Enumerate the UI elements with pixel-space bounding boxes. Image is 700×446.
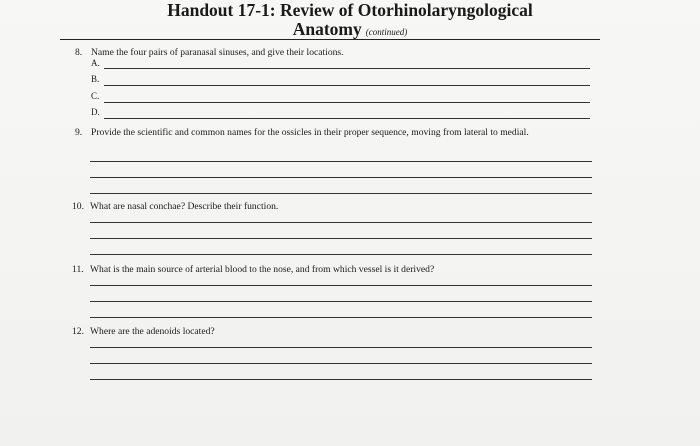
answer-line-11-2[interactable] [90, 301, 592, 302]
answer-line-11-1[interactable] [90, 285, 592, 286]
title-line-2: Anatomy [292, 19, 362, 39]
subitem-d: D. [91, 107, 100, 117]
answer-line-10-1[interactable] [90, 222, 592, 223]
question-11 [72, 264, 592, 278]
subitem-c: C. [91, 91, 100, 101]
question-number: 9. [75, 127, 83, 138]
question-9 [75, 127, 595, 153]
question-10 [72, 201, 592, 215]
answer-line-8a[interactable] [104, 68, 590, 69]
answer-line-11-3[interactable] [90, 317, 592, 318]
answer-line-8b[interactable] [104, 85, 590, 86]
question-number: 12. [72, 326, 84, 337]
question-text: Provide the scientific and common names for the ossicles in their proper sequence, moving from lateral to medial. [91, 127, 529, 138]
answer-line-10-2[interactable] [90, 238, 592, 239]
question-number: 8. [75, 47, 83, 58]
answer-line-8d[interactable] [104, 118, 590, 119]
answer-line-9-1[interactable] [90, 161, 592, 162]
question-text: What are nasal conchae? Describe their function. [90, 201, 279, 212]
question-number: 11. [72, 264, 84, 275]
subitem-b: B. [91, 74, 100, 84]
answer-line-12-3[interactable] [90, 379, 592, 380]
question-12 [72, 326, 592, 340]
question-8 [75, 47, 595, 61]
question-number: 10. [72, 201, 84, 212]
question-text: Name the four pairs of paranasal sinuses, and give their locations. [91, 47, 344, 58]
header-rule [60, 39, 600, 40]
answer-line-12-2[interactable] [90, 363, 592, 364]
answer-line-9-3[interactable] [90, 193, 592, 194]
title-line-1: Handout 17-1: Review of Otorhinolaryngological [167, 0, 533, 20]
handout-title [0, 0, 700, 20]
answer-line-9-2[interactable] [90, 177, 592, 178]
answer-line-8c[interactable] [104, 102, 590, 103]
subitem-a: A. [91, 58, 100, 68]
question-text: What is the main source of arterial blood to the nose, and from which vessel is it derived? [90, 264, 435, 275]
answer-line-12-1[interactable] [90, 347, 592, 348]
question-text: Where are the adenoids located? [90, 326, 215, 337]
continued-label: (continued) [365, 27, 408, 37]
answer-line-10-3[interactable] [90, 254, 592, 255]
